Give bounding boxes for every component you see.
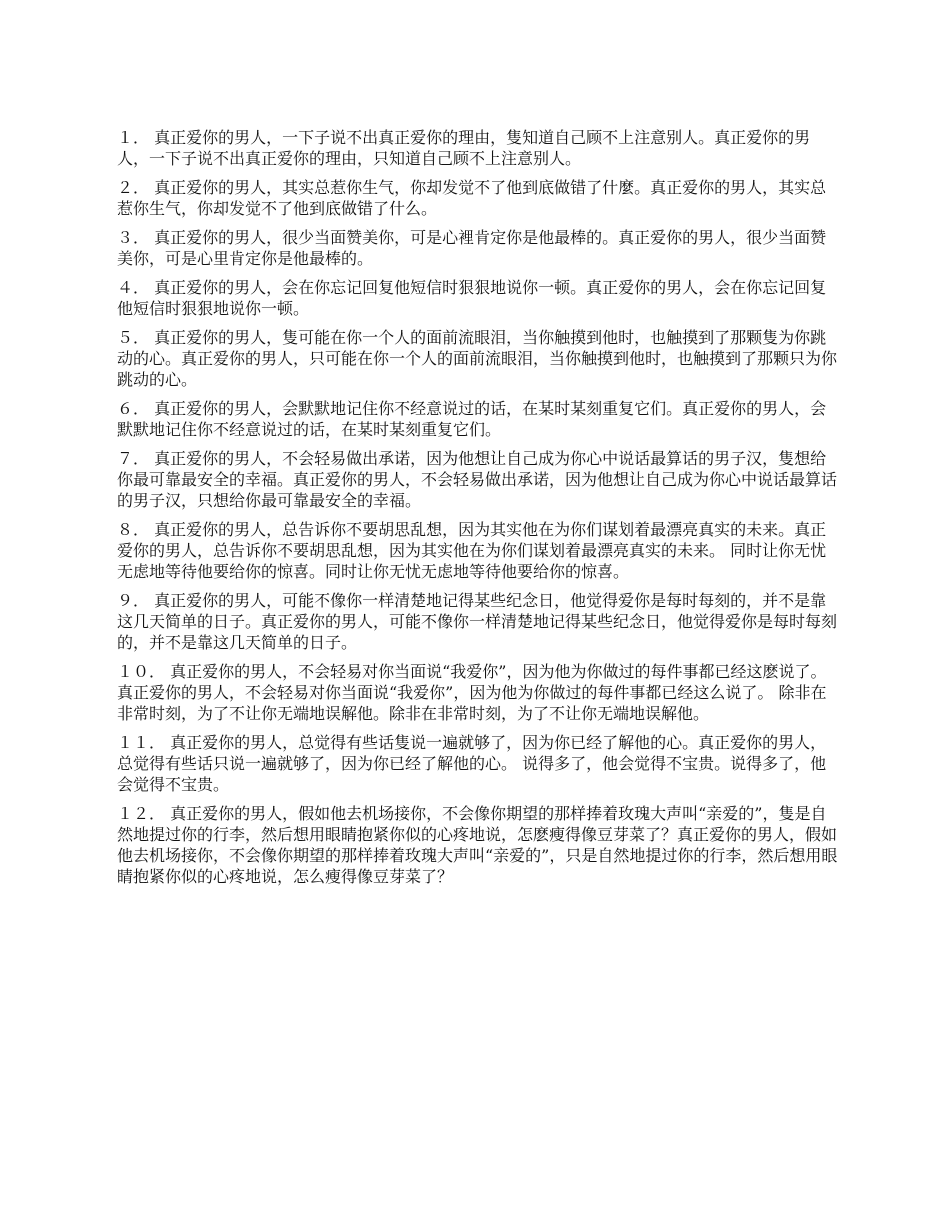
paragraph-8: ８． 真正爱你的男人，总告诉你不要胡思乱想，因为其实他在为你们谋划着最漂亮真实的未来。真正爱你的男人，总告诉你不要胡思乱想，因为其实他在为你们谋划着最漂亮真实的未来。 同时让你无忧无虑地等待他要给你的惊喜。同时让你无忧无虑地等待他要给你的惊喜。 bbox=[117, 520, 827, 581]
paragraph-10: １０． 真正爱你的男人，不会轻易对你当面说“我爱你”，因为他为你做过的每件事都已经这麽说了。真正爱你的男人，不会轻易对你当面说“我爱你”，因为他为你做过的每件事都已经这么说了。 除非在非常时刻，为了不让你无端地误解他。除非在非常时刻，为了不让你无端地误解他。 bbox=[117, 662, 827, 723]
paragraph-2: ２． 真正爱你的男人，其实总惹你生气，你却发觉不了他到底做错了什麼。真正爱你的男人，其实总惹你生气，你却发觉不了他到底做错了什么。 bbox=[117, 178, 827, 218]
paragraph-11: １１． 真正爱你的男人，总觉得有些话隻说一遍就够了，因为你已经了解他的心。真正爱你的男人，总觉得有些话只说一遍就够了，因为你已经了解他的心。 说得多了，他会觉得不宝贵。说得多了，他会觉得不宝贵。 bbox=[117, 733, 827, 794]
paragraph-5: ５． 真正爱你的男人，隻可能在你一个人的面前流眼泪，当你触摸到他时，也触摸到了那颗隻为你跳动的心。真正爱你的男人，只可能在你一个人的面前流眼泪，当你触摸到他时，也触摸到了那颗只为你跳动的心。 bbox=[117, 328, 838, 389]
paragraph-9: ９． 真正爱你的男人，可能不像你一样清楚地记得某些纪念日，他觉得爱你是每时每刻的，并不是靠这几天简单的日子。真正爱你的男人，可能不像你一样清楚地记得某些纪念日，他觉得爱你是每时每刻的，并不是靠这几天简单的日子。 bbox=[117, 591, 838, 652]
paragraph-4: ４． 真正爱你的男人，会在你忘记回复他短信时狠狠地说你一顿。真正爱你的男人，会在你忘记回复他短信时狠狠地说你一顿。 bbox=[117, 278, 827, 318]
paragraph-3: ３． 真正爱你的男人，很少当面赞美你，可是心裡肯定你是他最棒的。真正爱你的男人，很少当面赞美你，可是心里肯定你是他最棒的。 bbox=[117, 228, 827, 268]
paragraph-6: ６． 真正爱你的男人，会默默地记住你不经意说过的话，在某时某刻重复它们。真正爱你的男人，会默默地记住你不经意说过的话，在某时某刻重复它们。 bbox=[117, 399, 827, 439]
document-body bbox=[117, 127, 839, 895]
paragraph-1: １． 真正爱你的男人，一下子说不出真正爱你的理由，隻知道自己顾不上注意别人。真正爱你的男人，一下子说不出真正爱你的理由，只知道自己顾不上注意别人。 bbox=[117, 128, 811, 168]
paragraph-12: １２． 真正爱你的男人，假如他去机场接你，不会像你期望的那样捧着玫瑰大声叫“亲爱的”，隻是自然地提过你的行李，然后想用眼睛抱紧你似的心疼地说，怎麽瘦得像豆芽菜了？真正爱你的男人，假如他去机场接你，不会像你期望的那样捧着玫瑰大声叫“亲爱的”，只是自然地提过你的行李，然后想用眼睛抱紧你似的心疼地说，怎么瘦得像豆芽菜了？ bbox=[117, 804, 838, 886]
paragraph-7: ７． 真正爱你的男人，不会轻易做出承诺，因为他想让自己成为你心中说话最算话的男子汉，隻想给你最可靠最安全的幸福。真正爱你的男人，不会轻易做出承诺，因为他想让自己成为你心中说话最算话的男子汉，只想给你最可靠最安全的幸福。 bbox=[117, 449, 838, 510]
